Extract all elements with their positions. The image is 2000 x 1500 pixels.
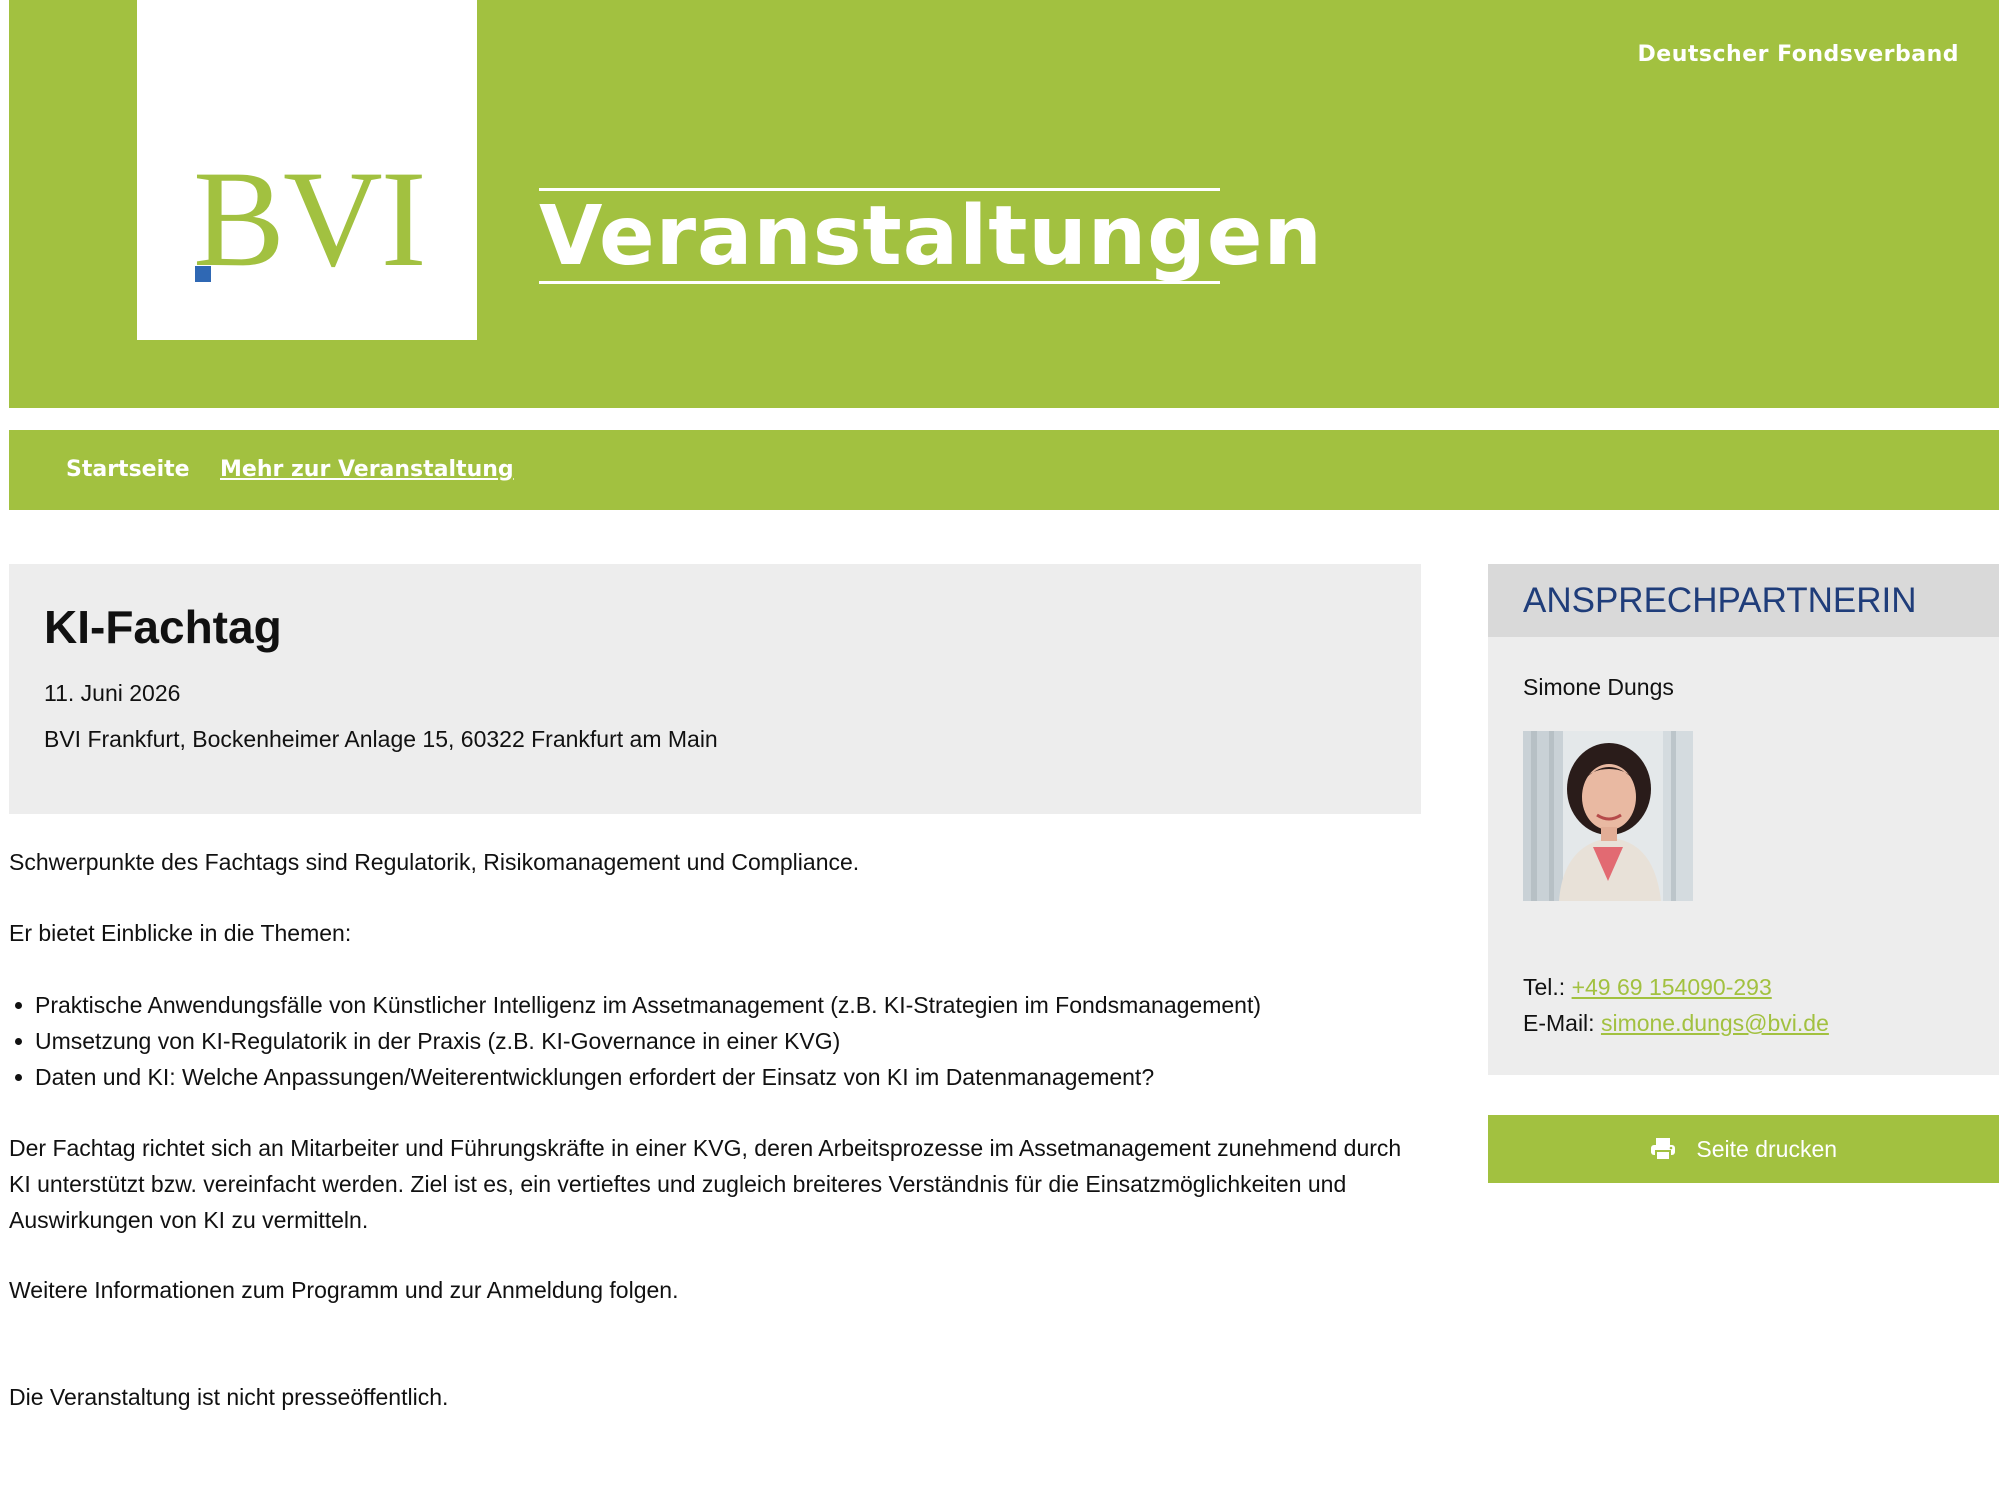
topic-text: Umsetzung von KI-Regulatorik in der Praxis (z.B. KI-Governance in einer KVG)	[35, 1028, 841, 1054]
banner-title	[539, 188, 1323, 284]
nav-bar	[9, 430, 1999, 510]
list-item	[9, 1023, 1429, 1059]
contact-name: Simone Dungs	[1523, 674, 1674, 700]
bullet-icon	[15, 1074, 22, 1081]
audience-paragraph: Der Fachtag richtet sich an Mitarbeiter und Führungskräfte in einer KVG, deren Arbeitsprozesse im Assetmanagement zunehmend durch KI unterstützt bzw. vereinfacht werden. Ziel ist es, ein vertieftes und zugleich breiteres Verständnis für die Einsatzmöglichkeiten und Auswirkungen von KI zu vermitteln.	[9, 1135, 1402, 1233]
header-banner	[9, 0, 1999, 408]
intro-paragraph: Schwerpunkte des Fachtags sind Regulatorik, Risikomanagement und Compliance.	[9, 849, 860, 875]
banner-title-text: Veranstaltungen	[539, 189, 1323, 284]
contact-email	[1523, 1010, 1829, 1037]
event-location: BVI Frankfurt, Bockenheimer Anlage 15, 60322 Frankfurt am Main	[44, 726, 718, 752]
print-label: Seite drucken	[1696, 1136, 1838, 1162]
logo-text: BVI	[193, 142, 425, 295]
press-note: Die Veranstaltung ist nicht presseöffentlich.	[9, 1384, 449, 1410]
avatar	[1523, 731, 1693, 901]
email-link[interactable]: simone.dungs@bvi.de	[1600, 1010, 1829, 1036]
bvi-logo[interactable]	[137, 0, 477, 340]
contact-panel-header	[1488, 564, 1999, 637]
bullet-icon	[15, 1002, 22, 1009]
list-item	[9, 987, 1429, 1023]
more-info-paragraph: Weitere Informationen zum Programm und zur Anmeldung folgen.	[9, 1277, 679, 1303]
topic-list	[9, 987, 1429, 1095]
topics-lead: Er bietet Einblicke in die Themen:	[9, 920, 352, 946]
event-title: KI-Fachtag	[44, 601, 282, 653]
bullet-icon	[15, 1038, 22, 1045]
print-button[interactable]	[1488, 1115, 1999, 1183]
phone-link[interactable]: +49 69 154090-293	[1571, 974, 1772, 1000]
phone-label: Tel.:	[1523, 974, 1566, 1000]
nav-item-mehr-zur-veranstaltung[interactable]: Mehr zur Veranstaltung	[220, 457, 514, 482]
print-button-content	[1650, 1115, 1837, 1183]
event-info-box	[9, 564, 1421, 814]
topic-text: Daten und KI: Welche Anpassungen/Weiterentwicklungen erfordert der Einsatz von KI im Datenmanagement?	[35, 1064, 1155, 1090]
printer-icon	[1650, 1137, 1676, 1161]
contact-phone	[1523, 974, 1772, 1001]
portrait-photo	[1523, 731, 1693, 901]
event-date: 11. Juni 2026	[44, 680, 181, 706]
list-item	[9, 1059, 1429, 1095]
org-name: Deutscher Fondsverband	[1637, 42, 1959, 67]
contact-heading: ANSPRECHPARTNERIN	[1523, 581, 1917, 620]
contact-panel	[1488, 564, 1999, 1075]
email-label: E-Mail:	[1523, 1010, 1595, 1036]
topic-text: Praktische Anwendungsfälle von Künstlicher Intelligenz im Assetmanagement (z.B. KI-Strategien im Fondsmanagement)	[35, 992, 1262, 1018]
nav-item-startseite[interactable]: Startseite	[66, 457, 190, 482]
